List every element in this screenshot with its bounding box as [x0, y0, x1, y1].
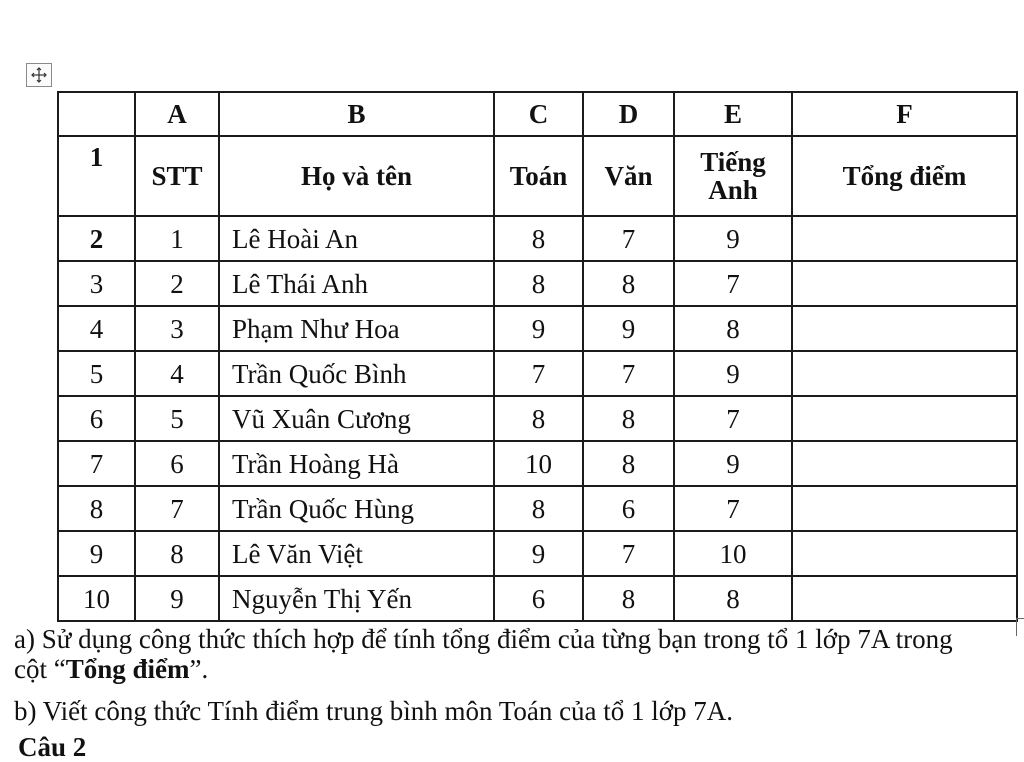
cell-name: Trần Quốc Bình	[219, 351, 494, 396]
row-number: 1	[58, 136, 135, 216]
cell-tieng-anh: 10	[674, 531, 792, 576]
cell-tieng-anh: 7	[674, 396, 792, 441]
cell-name: Trần Quốc Hùng	[219, 486, 494, 531]
cell-row-number: 6	[58, 396, 135, 441]
cell-stt: 4	[135, 351, 219, 396]
question-b: b) Viết công thức Tính điểm trung bình môn Toán của tổ 1 lớp 7A.	[14, 696, 734, 726]
cell-stt: 6	[135, 441, 219, 486]
table-row	[58, 306, 1017, 351]
cell-name: Lê Văn Việt	[219, 531, 494, 576]
header-stt: STT	[135, 136, 219, 216]
cell-toan: 9	[494, 306, 583, 351]
cell-tong-diem	[792, 396, 1017, 441]
cell-tieng-anh: 8	[674, 576, 792, 621]
cell-tieng-anh: 9	[674, 441, 792, 486]
cell-row-number: 8	[58, 486, 135, 531]
column-letter-f: F	[792, 92, 1017, 136]
cell-name: Phạm Như Hoa	[219, 306, 494, 351]
cell-tong-diem	[792, 306, 1017, 351]
column-letter-corner	[58, 92, 135, 136]
column-letter-e: E	[674, 92, 792, 136]
cell-van: 6	[583, 486, 674, 531]
header-tieng-anh	[674, 136, 792, 216]
cell-van: 8	[583, 261, 674, 306]
cell-stt: 2	[135, 261, 219, 306]
table-row	[58, 216, 1017, 261]
question-a-line1: a) Sử dụng công thức thích hợp để tính tổng điểm của từng bạn trong tổ 1 lớp 7A trong	[14, 624, 953, 654]
column-letter-c: C	[494, 92, 583, 136]
header-toan: Toán	[494, 136, 583, 216]
cell-name: Vũ Xuân Cương	[219, 396, 494, 441]
table-move-handle[interactable]	[26, 63, 52, 87]
table-row	[58, 576, 1017, 621]
cell-tieng-anh: 7	[674, 261, 792, 306]
column-letter-row	[58, 92, 1017, 136]
cell-tong-diem	[792, 351, 1017, 396]
header-tieng-anh-line2: Anh	[708, 175, 758, 205]
cell-tieng-anh: 9	[674, 216, 792, 261]
cell-toan: 8	[494, 216, 583, 261]
cell-stt: 9	[135, 576, 219, 621]
cell-row-number: 5	[58, 351, 135, 396]
cell-van: 8	[583, 396, 674, 441]
cell-toan: 8	[494, 261, 583, 306]
cell-van: 8	[583, 441, 674, 486]
cell-toan: 8	[494, 486, 583, 531]
column-letter-b: B	[219, 92, 494, 136]
header-van: Văn	[583, 136, 674, 216]
text-boundary-mark	[1016, 618, 1024, 636]
cell-van: 8	[583, 576, 674, 621]
next-question-heading: Câu 2	[18, 732, 87, 762]
table-row	[58, 351, 1017, 396]
table-row	[58, 261, 1017, 306]
cell-tieng-anh: 8	[674, 306, 792, 351]
cell-van: 9	[583, 306, 674, 351]
question-a-prefix: cột “	[14, 654, 66, 684]
cell-row-number: 10	[58, 576, 135, 621]
cell-van: 7	[583, 531, 674, 576]
table-row	[58, 396, 1017, 441]
cell-tong-diem	[792, 531, 1017, 576]
cell-toan: 6	[494, 576, 583, 621]
cell-name: Lê Hoài An	[219, 216, 494, 261]
cell-stt: 3	[135, 306, 219, 351]
column-letter-a: A	[135, 92, 219, 136]
cell-tieng-anh: 7	[674, 486, 792, 531]
cell-name: Trần Hoàng Hà	[219, 441, 494, 486]
cell-row-number: 4	[58, 306, 135, 351]
column-letter-d: D	[583, 92, 674, 136]
question-a-bold: Tổng điểm	[65, 654, 190, 684]
cell-tong-diem	[792, 441, 1017, 486]
cell-van: 7	[583, 216, 674, 261]
table-row	[58, 441, 1017, 486]
cell-tong-diem	[792, 261, 1017, 306]
question-a-suffix: ”.	[189, 654, 209, 684]
cell-row-number: 2	[58, 216, 135, 261]
cell-van: 7	[583, 351, 674, 396]
cell-stt: 8	[135, 531, 219, 576]
cell-row-number: 3	[58, 261, 135, 306]
score-table	[57, 91, 1018, 622]
cell-name: Lê Thái Anh	[219, 261, 494, 306]
header-row	[58, 136, 1017, 216]
header-tong-diem: Tổng điểm	[792, 136, 1017, 216]
question-a-line2	[14, 654, 208, 684]
header-name: Họ và tên	[219, 136, 494, 216]
cell-tieng-anh: 9	[674, 351, 792, 396]
cell-toan: 9	[494, 531, 583, 576]
cell-tong-diem	[792, 486, 1017, 531]
cell-toan: 7	[494, 351, 583, 396]
cell-tong-diem	[792, 576, 1017, 621]
cell-toan: 8	[494, 396, 583, 441]
table-row	[58, 531, 1017, 576]
cell-toan: 10	[494, 441, 583, 486]
cell-stt: 5	[135, 396, 219, 441]
cell-name: Nguyễn Thị Yến	[219, 576, 494, 621]
move-icon	[30, 66, 48, 84]
table-row	[58, 486, 1017, 531]
cell-tong-diem	[792, 216, 1017, 261]
cell-row-number: 7	[58, 441, 135, 486]
cell-row-number: 9	[58, 531, 135, 576]
header-tieng-anh-line1: Tiếng	[700, 147, 766, 177]
cell-stt: 1	[135, 216, 219, 261]
cell-stt: 7	[135, 486, 219, 531]
